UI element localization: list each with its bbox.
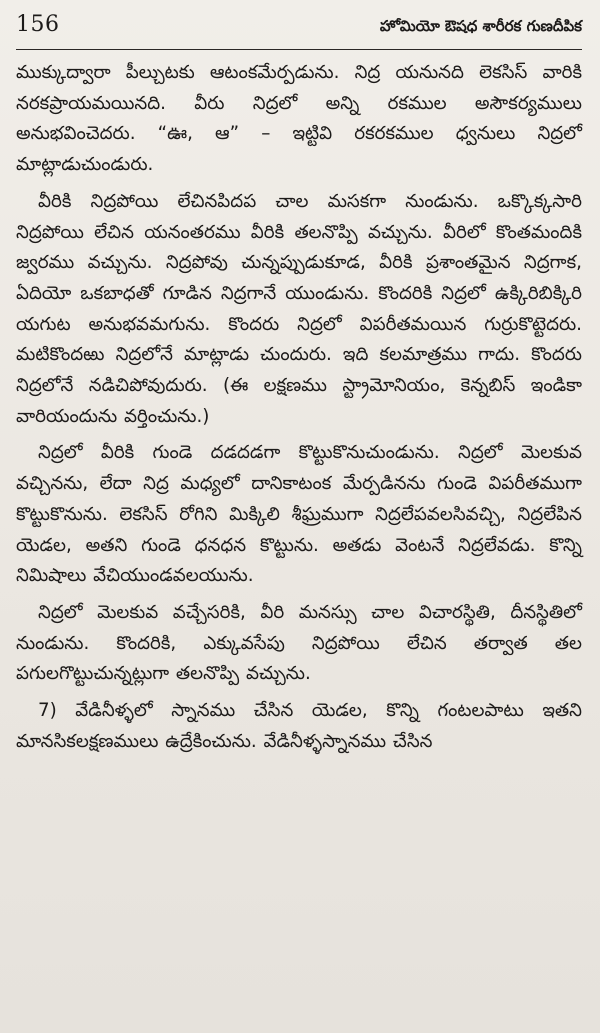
paragraph: వీరికి నిద్రపోయి లేచినపిదప చాల మసకగా నుండును. ఒక్కొక్కసారి నిద్రపోయి లేచిన యనంతరము వీరికి తలనొప్పి వచ్చును. వీరిలో కొంతమందికి జ్వరము వచ్చును. నిద్రపోవు చున్నప్పుడుకూడ, వీరికి ప్రశాంతమైన నిద్రగాక, ఏదియో ఒకబాధతో గూడిన నిద్రగానే యుండును. కొందరికి నిద్రలో ఉక్కిరిబిక్కిరి యగుట అనుభవమగును. కొందరు నిద్రలో విపరీతమయిన గుర్రుకొట్టెదరు. మటికొందఱు నిద్రలోనే మాట్లాడు చుందురు. ఇది కలమాత్రము గాదు. కొందరు నిద్రలోనే నడిచిపోవుదురు. (ఈ లక్షణము స్ట్రామోనియం, కెన్నబిస్ ఇండికా వారియందును వర్తించును.) bbox=[16, 190, 582, 427]
paragraph: నిద్రలో మెలకువ వచ్చేసరికి, వీరి మనస్సు చాల విచారస్థితి, దీనస్థితిలో నుండును. కొందరికి, ఎక్కువసేపు నిద్రపోయి లేచిన తర్వాత తల పగులగొట్టుచున్నట్లుగా తలనొప్పి వచ్చును. bbox=[16, 601, 582, 685]
paragraph: నిద్రలో వీరికి గుండె దడదడగా కొట్టుకొనుచుండును. నిద్రలో మెలకువ వచ్చినను, లేదా నిద్ర మధ్యలో దానికాటంక మేర్పడినను గుండె విపరీతముగా కొట్టుకొనును. లెకసిస్ రోగిని మిక్కిలి శీఘ్రముగా నిద్రలేపవలసివచ్చి, నిద్రలేపిన యెడల, అతని గుండె ధనధన కొట్టును. అతడు వెంటనే నిద్రలేవడు. కొన్ని నిమిషాలు వేచియుండవలయును. bbox=[16, 442, 582, 587]
numbered-paragraph: 7) వేడినీళ్ళలో స్నానము చేసిన యెడల, కొన్ని గంటలపాటు ఇతని మానసికలక్షణములు ఉద్రేకించును. వేడినీళ్ళస్నానము చేసిన bbox=[16, 700, 582, 752]
body-text bbox=[16, 58, 582, 757]
page-number: 156 bbox=[16, 12, 60, 37]
running-header bbox=[16, 14, 582, 50]
book-title: హోమియో ఔషధ శారీరక గుణదీపిక bbox=[379, 17, 582, 35]
paragraph-continued: ముక్కుద్వారా పీల్చుటకు ఆటంకమేర్పడును. నిద్ర యనునది లెకసిస్ వారికి నరకప్రాయమయినది. వీరు నిద్రలో అన్ని రకముల అసౌకర్యములు అనుభవించెదరు. “ఊ, ఆ” – ఇట్టివి రకరకముల ధ్వనులు నిద్రలో మాట్లాడుచుండురు. bbox=[16, 62, 582, 176]
